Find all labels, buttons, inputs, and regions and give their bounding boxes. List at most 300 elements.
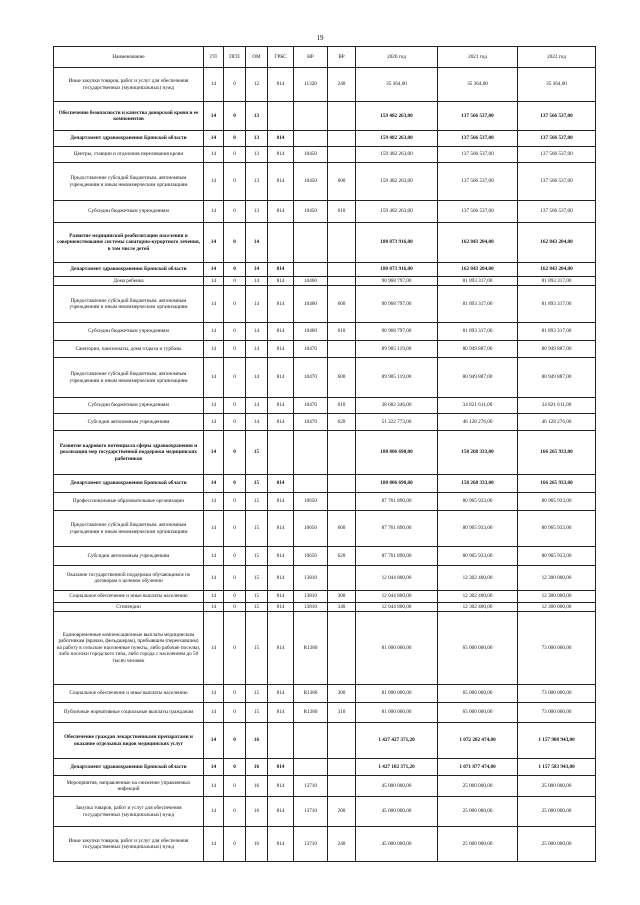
table-row (54, 286, 596, 323)
table-header (54, 47, 596, 68)
table-row (54, 827, 596, 862)
cell-name: Предоставление субсидий бюджетным, автономным учреждениям и иным некоммерческим организациям (54, 511, 204, 547)
cell-2020: 159 482 263,00 (356, 102, 438, 131)
cell-om: 14 (246, 223, 268, 263)
cell-om: 16 (246, 776, 268, 797)
cell-pgp: 0 (224, 323, 246, 341)
cell-gp: 14 (204, 414, 224, 431)
cell-2022: 34 821 611,00 (518, 398, 596, 414)
table-row (54, 163, 596, 201)
cell-pgp: 0 (224, 759, 246, 776)
cell-pgp: 0 (224, 201, 246, 223)
cell-2021: 158 268 333,00 (438, 431, 518, 475)
cell-2021: 80 949 887,00 (438, 341, 518, 358)
cell-2021: 34 821 611,00 (438, 398, 518, 414)
cell-gp: 14 (204, 431, 224, 475)
cell-om: 13 (246, 147, 268, 163)
cell-vr (328, 131, 356, 147)
cell-grbs: 814 (268, 511, 294, 547)
col-2022-header: 2022 год (518, 47, 596, 68)
cell-pgp: 0 (224, 612, 246, 685)
cell-vr (328, 341, 356, 358)
table-row (54, 398, 596, 414)
cell-name: Предоставление субсидий бюджетным, автономным учреждениям и иным некоммерческим организациям (54, 286, 204, 323)
cell-vr: 610 (328, 398, 356, 414)
cell-gp: 14 (204, 475, 224, 493)
cell-grbs: 814 (268, 131, 294, 147)
cell-nr (294, 263, 328, 277)
cell-nr: 10460 (294, 277, 328, 286)
table-row (54, 703, 596, 723)
cell-vr (328, 493, 356, 511)
cell-vr: 600 (328, 163, 356, 201)
cell-grbs: 814 (268, 547, 294, 566)
cell-2020: 45 000 000,00 (356, 776, 438, 797)
cell-2022: 137 566 537,00 (518, 131, 596, 147)
cell-gp: 14 (204, 341, 224, 358)
table-row (54, 797, 596, 827)
cell-nr: 10650 (294, 511, 328, 547)
cell-2022: 25 000 000,00 (518, 797, 596, 827)
cell-name: Закупка товаров, работ и услуг для обеспечения государственных (муниципальных) нужд (54, 797, 204, 827)
cell-vr: 300 (328, 591, 356, 603)
cell-2022: 1 157 583 943,00 (518, 759, 596, 776)
cell-gp: 14 (204, 547, 224, 566)
table-row (54, 776, 596, 797)
col-vr-header: ВР (328, 47, 356, 68)
cell-2021: 25 000 000,00 (438, 776, 518, 797)
cell-2021: 137 566 537,00 (438, 163, 518, 201)
cell-pgp: 0 (224, 341, 246, 358)
cell-grbs: 814 (268, 827, 294, 862)
cell-2020: 180 873 916,00 (356, 223, 438, 263)
table-row (54, 511, 596, 547)
cell-2021: 1 071 877 474,00 (438, 759, 518, 776)
cell-gp: 14 (204, 759, 224, 776)
table-row (54, 323, 596, 341)
cell-grbs: 814 (268, 797, 294, 827)
cell-pgp: 0 (224, 163, 246, 201)
cell-gp: 14 (204, 131, 224, 147)
cell-om: 14 (246, 323, 268, 341)
cell-2020: 51 222 773,00 (356, 414, 438, 431)
cell-gp: 14 (204, 776, 224, 797)
cell-2022: 80 965 933,00 (518, 547, 596, 566)
cell-2020: 87 761 890,00 (356, 547, 438, 566)
cell-vr: 600 (328, 358, 356, 398)
col-name-header: Наименование (54, 47, 204, 68)
table-row (54, 223, 596, 263)
cell-pgp: 0 (224, 102, 246, 131)
cell-grbs: 814 (268, 493, 294, 511)
table-row (54, 131, 596, 147)
cell-nr (294, 475, 328, 493)
cell-2021: 12 302 400,00 (438, 603, 518, 612)
cell-2020: 180 873 916,00 (356, 263, 438, 277)
cell-om: 14 (246, 286, 268, 323)
cell-2021: 137 566 537,00 (438, 131, 518, 147)
cell-2021: 137 566 537,00 (438, 102, 518, 131)
cell-name: Субсидии автономным учреждениям (54, 547, 204, 566)
cell-name: Развитие медицинской реабилитации населения и совершенствование системы санаторно-курортного лечения, в том числе детей (54, 223, 204, 263)
cell-om: 15 (246, 511, 268, 547)
col-gp-header: ГП (204, 47, 224, 68)
cell-2022: 162 843 204,00 (518, 223, 596, 263)
cell-2022: 137 566 537,00 (518, 102, 596, 131)
cell-name: Департамент здравоохранения Брянской области (54, 131, 204, 147)
cell-2021: 80 949 887,00 (438, 358, 518, 398)
cell-gp: 14 (204, 286, 224, 323)
cell-2020: 159 482 263,00 (356, 131, 438, 147)
cell-2020: 45 000 000,00 (356, 827, 438, 862)
cell-gp: 14 (204, 201, 224, 223)
cell-gp: 14 (204, 612, 224, 685)
cell-om: 15 (246, 603, 268, 612)
cell-grbs: 814 (268, 703, 294, 723)
cell-2022: 162 843 204,00 (518, 263, 596, 277)
cell-name: Иные закупки товаров, работ и услуг для обеспечения государственных (муниципальных) нужд (54, 827, 204, 862)
cell-grbs: 814 (268, 323, 294, 341)
cell-2021: 162 843 204,00 (438, 223, 518, 263)
cell-name: Иные закупки товаров, работ и услуг для обеспечения государственных (муниципальных) нужд (54, 68, 204, 102)
cell-om: 15 (246, 612, 268, 685)
cell-2020: 81 000 000,00 (356, 703, 438, 723)
cell-name: Санатории, пансионаты, дома отдыха и турбазы (54, 341, 204, 358)
cell-2021: 65 000 000,00 (438, 612, 518, 685)
cell-pgp: 0 (224, 776, 246, 797)
table-row (54, 566, 596, 591)
cell-om: 16 (246, 723, 268, 759)
cell-nr: 10460 (294, 323, 328, 341)
cell-nr (294, 723, 328, 759)
cell-gp: 14 (204, 398, 224, 414)
cell-2021: 25 000 000,00 (438, 827, 518, 862)
table-row (54, 147, 596, 163)
cell-nr: 13710 (294, 776, 328, 797)
table-row (54, 493, 596, 511)
cell-nr: 10470 (294, 414, 328, 431)
table-row (54, 414, 596, 431)
cell-vr (328, 566, 356, 591)
cell-gp: 14 (204, 147, 224, 163)
cell-name: Субсидии автономным учреждениям (54, 414, 204, 431)
cell-grbs: 814 (268, 68, 294, 102)
cell-vr: 620 (328, 547, 356, 566)
cell-grbs: 814 (268, 277, 294, 286)
cell-nr (294, 131, 328, 147)
cell-2020: 87 761 890,00 (356, 493, 438, 511)
cell-2022: 137 566 537,00 (518, 147, 596, 163)
cell-vr: 600 (328, 511, 356, 547)
cell-name: Департамент здравоохранения Брянской области (54, 475, 204, 493)
col-2020-header: 2020 год (356, 47, 438, 68)
col-nr-header: НР (294, 47, 328, 68)
cell-vr (328, 102, 356, 131)
cell-name: Центры, станции и отделения переливания крови (54, 147, 204, 163)
cell-name: Единовременные компенсационные выплаты медицинским работникам (врачам, фельдшерам), прибывшим (переехавшим) на работу в сельские населенные пункты, либо рабочие поселки, либо поселки городского типа, либо города с населением до 50 тысяч человек (54, 612, 204, 685)
cell-2022: 81 893 317,00 (518, 277, 596, 286)
cell-nr: 11320 (294, 68, 328, 102)
cell-grbs (268, 723, 294, 759)
cell-name: Субсидии бюджетным учреждениям (54, 201, 204, 223)
cell-2021: 137 566 537,00 (438, 147, 518, 163)
cell-om: 15 (246, 591, 268, 603)
cell-om: 16 (246, 759, 268, 776)
cell-2022: 80 949 887,00 (518, 341, 596, 358)
cell-nr: 10470 (294, 358, 328, 398)
cell-vr: 620 (328, 414, 356, 431)
cell-om: 15 (246, 547, 268, 566)
cell-gp: 14 (204, 323, 224, 341)
cell-name: Предоставление субсидий бюджетным, автономным учреждениям и иным некоммерческим организациям (54, 163, 204, 201)
cell-om: 16 (246, 797, 268, 827)
cell-2020: 45 000 000,00 (356, 797, 438, 827)
cell-2020: 38 682 346,00 (356, 398, 438, 414)
cell-grbs: 814 (268, 685, 294, 703)
cell-grbs: 814 (268, 566, 294, 591)
cell-grbs (268, 431, 294, 475)
table-body (54, 68, 596, 862)
cell-name: Департамент здравоохранения Брянской области (54, 263, 204, 277)
col-2021-header: 2021 год (438, 47, 518, 68)
cell-nr: 10650 (294, 493, 328, 511)
cell-nr: 10470 (294, 398, 328, 414)
cell-2020: 81 000 000,00 (356, 685, 438, 703)
cell-nr: 10470 (294, 341, 328, 358)
cell-nr: 13810 (294, 603, 328, 612)
cell-2020: 12 044 800,00 (356, 591, 438, 603)
cell-name: Социальное обеспечение и иные выплаты населению (54, 685, 204, 703)
table-row (54, 102, 596, 131)
cell-pgp: 0 (224, 223, 246, 263)
cell-vr (328, 475, 356, 493)
cell-grbs: 814 (268, 398, 294, 414)
cell-pgp: 0 (224, 398, 246, 414)
cell-pgp: 0 (224, 431, 246, 475)
cell-2022: 81 893 317,00 (518, 286, 596, 323)
cell-name: Публичные нормативные социальные выплаты гражданам (54, 703, 204, 723)
cell-grbs: 814 (268, 475, 294, 493)
cell-om: 14 (246, 398, 268, 414)
cell-name: Дома ребенка (54, 277, 204, 286)
cell-om: 14 (246, 358, 268, 398)
cell-2020: 12 044 800,00 (356, 566, 438, 591)
cell-nr (294, 102, 328, 131)
cell-2020: 159 482 263,00 (356, 201, 438, 223)
cell-vr: 240 (328, 68, 356, 102)
cell-nr: 13810 (294, 591, 328, 603)
cell-gp: 14 (204, 511, 224, 547)
cell-2022: 81 893 317,00 (518, 323, 596, 341)
cell-pgp: 0 (224, 511, 246, 547)
cell-name: Субсидии бюджетным учреждениям (54, 398, 204, 414)
cell-gp: 14 (204, 703, 224, 723)
cell-om: 14 (246, 341, 268, 358)
cell-2021: 81 893 317,00 (438, 286, 518, 323)
cell-nr: 10650 (294, 547, 328, 566)
cell-om: 13 (246, 131, 268, 147)
cell-pgp: 0 (224, 286, 246, 323)
table-row (54, 358, 596, 398)
cell-om: 15 (246, 566, 268, 591)
cell-om: 15 (246, 475, 268, 493)
table-row (54, 475, 596, 493)
cell-name: Стипендии (54, 603, 204, 612)
cell-nr: 10450 (294, 201, 328, 223)
cell-2021: 12 302 400,00 (438, 566, 518, 591)
cell-gp: 14 (204, 223, 224, 263)
cell-vr (328, 263, 356, 277)
cell-pgp: 0 (224, 797, 246, 827)
cell-grbs (268, 102, 294, 131)
cell-vr: 300 (328, 685, 356, 703)
cell-gp: 14 (204, 277, 224, 286)
cell-name: Мероприятия, направленные на снижение управляемых инфекций (54, 776, 204, 797)
cell-nr: 13810 (294, 566, 328, 591)
cell-vr: 340 (328, 603, 356, 612)
table-row (54, 263, 596, 277)
cell-name: Предоставление субсидий бюджетным, автономным учреждениям и иным некоммерческим организациям (54, 358, 204, 398)
cell-2022: 12 300 000,00 (518, 566, 596, 591)
cell-grbs: 814 (268, 147, 294, 163)
cell-2021: 80 965 933,00 (438, 547, 518, 566)
cell-grbs (268, 223, 294, 263)
cell-om: 14 (246, 277, 268, 286)
table-row (54, 341, 596, 358)
cell-om: 15 (246, 685, 268, 703)
cell-2020: 89 905 119,00 (356, 358, 438, 398)
cell-gp: 14 (204, 827, 224, 862)
cell-2020: 90 968 797,00 (356, 323, 438, 341)
cell-pgp: 0 (224, 493, 246, 511)
cell-vr: 200 (328, 797, 356, 827)
cell-2022: 12 300 000,00 (518, 603, 596, 612)
cell-nr: 10450 (294, 163, 328, 201)
table-row (54, 612, 596, 685)
cell-nr: 10450 (294, 147, 328, 163)
cell-vr: 610 (328, 201, 356, 223)
cell-om: 15 (246, 703, 268, 723)
cell-2021: 80 965 933,00 (438, 511, 518, 547)
cell-2020: 1 427 427 371,20 (356, 723, 438, 759)
cell-2022: 166 265 933,00 (518, 431, 596, 475)
cell-2021: 137 566 537,00 (438, 201, 518, 223)
cell-2020: 89 905 119,00 (356, 341, 438, 358)
cell-2022: 80 965 933,00 (518, 511, 596, 547)
cell-gp: 14 (204, 685, 224, 703)
cell-pgp: 0 (224, 827, 246, 862)
cell-grbs: 814 (268, 603, 294, 612)
cell-om: 15 (246, 431, 268, 475)
cell-om: 13 (246, 163, 268, 201)
cell-name: Департамент здравоохранения Брянской области (54, 759, 204, 776)
budget-table (53, 46, 596, 862)
cell-name: Обеспечение граждан лекарственными препаратами и оказание отдельных видов медицинских услуг (54, 723, 204, 759)
cell-2022: 80 949 887,00 (518, 358, 596, 398)
table-row (54, 277, 596, 286)
cell-gp: 14 (204, 102, 224, 131)
table-row (54, 591, 596, 603)
cell-gp: 14 (204, 358, 224, 398)
cell-vr (328, 776, 356, 797)
page-number: 19 (316, 34, 324, 42)
cell-grbs: 814 (268, 414, 294, 431)
cell-2020: 180 806 690,00 (356, 475, 438, 493)
cell-om: 13 (246, 201, 268, 223)
cell-2022: 137 566 537,00 (518, 163, 596, 201)
cell-2020: 35 364,00 (356, 68, 438, 102)
cell-grbs: 814 (268, 341, 294, 358)
table-row (54, 723, 596, 759)
cell-name: Профессиональные образовательные организации (54, 493, 204, 511)
cell-name: Социальное обеспечение и иные выплаты населению (54, 591, 204, 603)
cell-om: 12 (246, 68, 268, 102)
cell-pgp: 0 (224, 147, 246, 163)
table-row (54, 603, 596, 612)
cell-2020: 90 968 797,00 (356, 286, 438, 323)
cell-2020: 12 044 800,00 (356, 603, 438, 612)
cell-grbs: 814 (268, 612, 294, 685)
cell-2021: 12 302 400,00 (438, 591, 518, 603)
cell-vr: 610 (328, 323, 356, 341)
cell-pgp: 0 (224, 723, 246, 759)
table-row (54, 201, 596, 223)
cell-om: 13 (246, 102, 268, 131)
cell-om: 14 (246, 263, 268, 277)
cell-grbs: 814 (268, 759, 294, 776)
table-row (54, 547, 596, 566)
cell-2022: 25 000 000,00 (518, 827, 596, 862)
cell-pgp: 0 (224, 475, 246, 493)
cell-2022: 73 000 000,00 (518, 612, 596, 685)
cell-pgp: 0 (224, 547, 246, 566)
cell-2022: 46 128 276,00 (518, 414, 596, 431)
cell-2020: 180 806 690,00 (356, 431, 438, 475)
cell-om: 14 (246, 414, 268, 431)
cell-gp: 14 (204, 566, 224, 591)
cell-2021: 65 000 000,00 (438, 685, 518, 703)
cell-2021: 81 893 317,00 (438, 323, 518, 341)
cell-2022: 1 157 908 943,00 (518, 723, 596, 759)
cell-om: 15 (246, 493, 268, 511)
cell-name: Оказание государственной поддержки обучающимся по договорам о целевом обучении (54, 566, 204, 591)
cell-nr: 13710 (294, 797, 328, 827)
cell-2022: 25 000 000,00 (518, 776, 596, 797)
cell-pgp: 0 (224, 566, 246, 591)
table-row (54, 759, 596, 776)
cell-gp: 14 (204, 263, 224, 277)
col-grbs-header: ГРБС (268, 47, 294, 68)
cell-gp: 14 (204, 797, 224, 827)
cell-2022: 166 265 933,00 (518, 475, 596, 493)
cell-2022: 137 566 537,00 (518, 201, 596, 223)
cell-2022: 35 364,00 (518, 68, 596, 102)
table-row (54, 431, 596, 475)
cell-pgp: 0 (224, 131, 246, 147)
cell-2021: 162 843 204,00 (438, 263, 518, 277)
cell-grbs: 814 (268, 776, 294, 797)
cell-pgp: 0 (224, 591, 246, 603)
cell-pgp: 0 (224, 68, 246, 102)
cell-2021: 1 072 202 474,00 (438, 723, 518, 759)
cell-grbs: 814 (268, 286, 294, 323)
col-om-header: ОМ (246, 47, 268, 68)
cell-vr: 310 (328, 703, 356, 723)
cell-gp: 14 (204, 493, 224, 511)
cell-2020: 87 761 890,00 (356, 511, 438, 547)
cell-2020: 1 427 102 371,20 (356, 759, 438, 776)
cell-nr (294, 431, 328, 475)
